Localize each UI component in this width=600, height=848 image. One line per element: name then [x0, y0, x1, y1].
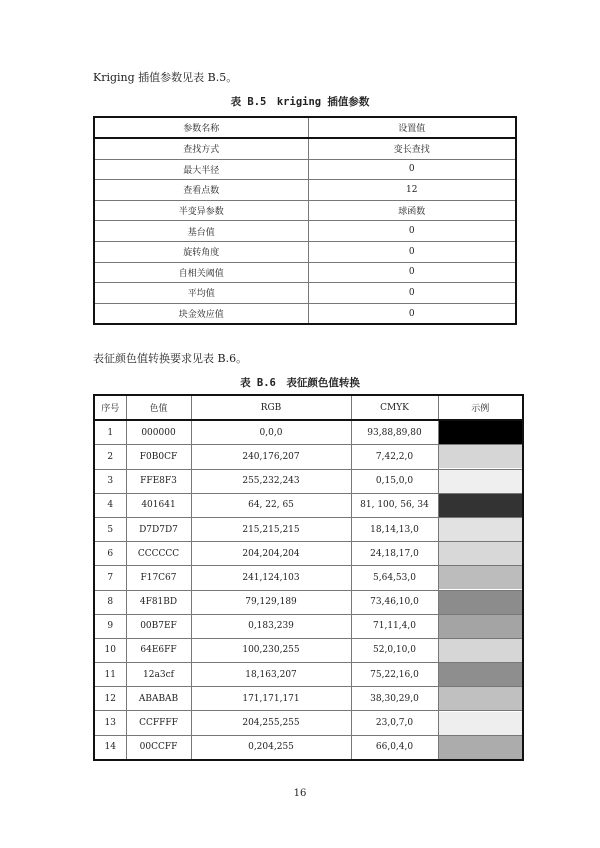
- no-cell: 10: [94, 638, 126, 662]
- cmyk-cell: 5,64,53,0: [351, 566, 438, 590]
- swatch-cell: [438, 566, 523, 590]
- param-name: 平均值: [94, 283, 308, 304]
- swatch-cell: [438, 638, 523, 662]
- no-cell: 9: [94, 614, 126, 638]
- color-swatch: [439, 615, 523, 638]
- no-cell: 6: [94, 542, 126, 566]
- hex-cell: F0B0CF: [126, 445, 191, 469]
- table-row: [94, 735, 523, 760]
- no-cell: 2: [94, 445, 126, 469]
- hex-cell: 12a3cf: [126, 663, 191, 687]
- color-swatch: [439, 445, 523, 468]
- table-row: [94, 663, 523, 687]
- cmyk-cell: 24,18,17,0: [351, 542, 438, 566]
- param-name: 查找方式: [94, 138, 308, 159]
- rgb-cell: 241,124,103: [191, 566, 351, 590]
- hex-cell: ABABAB: [126, 687, 191, 711]
- table-row: [94, 303, 516, 324]
- param-value: 0: [308, 303, 516, 324]
- page-number: 16: [293, 788, 307, 799]
- color-swatch: [439, 663, 523, 686]
- hex-cell: 4F81BD: [126, 590, 191, 614]
- table-row: [94, 517, 523, 541]
- table-row: [94, 542, 523, 566]
- table-row: [94, 221, 516, 242]
- rgb-cell: 18,163,207: [191, 663, 351, 687]
- table-b6-caption: 表 B.6 表征颜色值转换: [240, 377, 360, 389]
- swatch-cell: [438, 420, 523, 445]
- table-row: [94, 469, 523, 493]
- swatch-cell: [438, 493, 523, 517]
- table-row: [94, 262, 516, 283]
- rgb-cell: 171,171,171: [191, 687, 351, 711]
- color-conversion-table: [93, 394, 524, 761]
- table-row: [94, 241, 516, 262]
- swatch-cell: [438, 735, 523, 760]
- hex-cell: CCFFFF: [126, 711, 191, 735]
- table-row: [94, 566, 523, 590]
- table-header: [94, 395, 523, 420]
- color-swatch: [439, 470, 523, 493]
- no-cell: 11: [94, 663, 126, 687]
- param-value: 0: [308, 221, 516, 242]
- swatch-cell: [438, 614, 523, 638]
- param-value: 球函数: [308, 200, 516, 221]
- header-cell: 设置值: [308, 117, 516, 138]
- color-swatch: [439, 494, 523, 517]
- swatch-cell: [438, 517, 523, 541]
- rgb-cell: 79,129,189: [191, 590, 351, 614]
- cmyk-cell: 71,11,4,0: [351, 614, 438, 638]
- no-cell: 3: [94, 469, 126, 493]
- table-row: [94, 638, 523, 662]
- rgb-cell: 204,255,255: [191, 711, 351, 735]
- cmyk-cell: 75,22,16,0: [351, 663, 438, 687]
- table-row: [94, 614, 523, 638]
- cmyk-cell: 7,42,2,0: [351, 445, 438, 469]
- header-cell: 参数名称: [94, 117, 308, 138]
- table-row: [94, 445, 523, 469]
- hex-cell: CCCCCC: [126, 542, 191, 566]
- rgb-cell: 215,215,215: [191, 517, 351, 541]
- table-row: [94, 159, 516, 180]
- swatch-cell: [438, 542, 523, 566]
- cmyk-cell: 38,30,29,0: [351, 687, 438, 711]
- table-b5-caption: 表 B.5 kriging 插值参数: [230, 96, 370, 108]
- hex-cell: 00B7EF: [126, 614, 191, 638]
- rgb-cell: 100,230,255: [191, 638, 351, 662]
- cmyk-cell: 52,0,10,0: [351, 638, 438, 662]
- table-header: [94, 117, 516, 138]
- swatch-cell: [438, 711, 523, 735]
- param-name: 基台值: [94, 221, 308, 242]
- rgb-cell: 0,183,239: [191, 614, 351, 638]
- color-swatch: [439, 591, 523, 614]
- header-cell: RGB: [191, 395, 351, 420]
- no-cell: 7: [94, 566, 126, 590]
- swatch-cell: [438, 590, 523, 614]
- hex-cell: 64E6FF: [126, 638, 191, 662]
- table-row: [94, 283, 516, 304]
- param-name: 查看点数: [94, 180, 308, 201]
- rgb-cell: 255,232,243: [191, 469, 351, 493]
- swatch-cell: [438, 445, 523, 469]
- rgb-cell: 0,0,0: [191, 420, 351, 445]
- param-value: 0: [308, 159, 516, 180]
- cmyk-cell: 0,15,0,0: [351, 469, 438, 493]
- cmyk-cell: 66,0,4,0: [351, 735, 438, 760]
- color-swatch: [439, 639, 523, 662]
- table-row: [94, 420, 523, 445]
- hex-cell: FFE8F3: [126, 469, 191, 493]
- param-value: 变长查找: [308, 138, 516, 159]
- no-cell: 14: [94, 735, 126, 760]
- color-swatch: [439, 712, 523, 735]
- cmyk-cell: 81, 100, 56, 34: [351, 493, 438, 517]
- cmyk-cell: 18,14,13,0: [351, 517, 438, 541]
- param-name: 最大半径: [94, 159, 308, 180]
- no-cell: 4: [94, 493, 126, 517]
- hex-cell: D7D7D7: [126, 517, 191, 541]
- param-name: 旋转角度: [94, 241, 308, 262]
- header-cell: 序号: [94, 395, 126, 420]
- kriging-params-table: [93, 116, 517, 325]
- header-cell: 示例: [438, 395, 523, 420]
- rgb-cell: 240,176,207: [191, 445, 351, 469]
- cmyk-cell: 73,46,10,0: [351, 590, 438, 614]
- color-swatch: [439, 421, 523, 444]
- rgb-cell: 0,204,255: [191, 735, 351, 760]
- param-value: 0: [308, 283, 516, 304]
- table-row: [94, 687, 523, 711]
- header-cell: CMYK: [351, 395, 438, 420]
- no-cell: 5: [94, 517, 126, 541]
- table-row: [94, 200, 516, 221]
- param-name: 自相关阈值: [94, 262, 308, 283]
- no-cell: 13: [94, 711, 126, 735]
- hex-cell: 00CCFF: [126, 735, 191, 760]
- param-value: 12: [308, 180, 516, 201]
- table-row: [94, 138, 516, 159]
- header-cell: 色值: [126, 395, 191, 420]
- param-value: 0: [308, 241, 516, 262]
- color-swatch: [439, 542, 523, 565]
- intro-b5: Kriging 插值参数见表 B.5。: [93, 71, 238, 84]
- rgb-cell: 204,204,204: [191, 542, 351, 566]
- color-swatch: [439, 687, 523, 710]
- table-row: [94, 711, 523, 735]
- cmyk-cell: 23,0,7,0: [351, 711, 438, 735]
- color-swatch: [439, 736, 523, 759]
- color-swatch: [439, 566, 523, 589]
- param-value: 0: [308, 262, 516, 283]
- no-cell: 1: [94, 420, 126, 445]
- hex-cell: 401641: [126, 493, 191, 517]
- swatch-cell: [438, 469, 523, 493]
- color-swatch: [439, 518, 523, 541]
- rgb-cell: 64, 22, 65: [191, 493, 351, 517]
- swatch-cell: [438, 663, 523, 687]
- no-cell: 8: [94, 590, 126, 614]
- intro-b6: 表征颜色值转换要求见表 B.6。: [93, 352, 248, 365]
- table-row: [94, 493, 523, 517]
- no-cell: 12: [94, 687, 126, 711]
- hex-cell: F17C67: [126, 566, 191, 590]
- swatch-cell: [438, 687, 523, 711]
- table-row: [94, 180, 516, 201]
- hex-cell: 000000: [126, 420, 191, 445]
- param-name: 块金效应值: [94, 303, 308, 324]
- table-row: [94, 590, 523, 614]
- param-name: 半变异参数: [94, 200, 308, 221]
- cmyk-cell: 93,88,89,80: [351, 420, 438, 445]
